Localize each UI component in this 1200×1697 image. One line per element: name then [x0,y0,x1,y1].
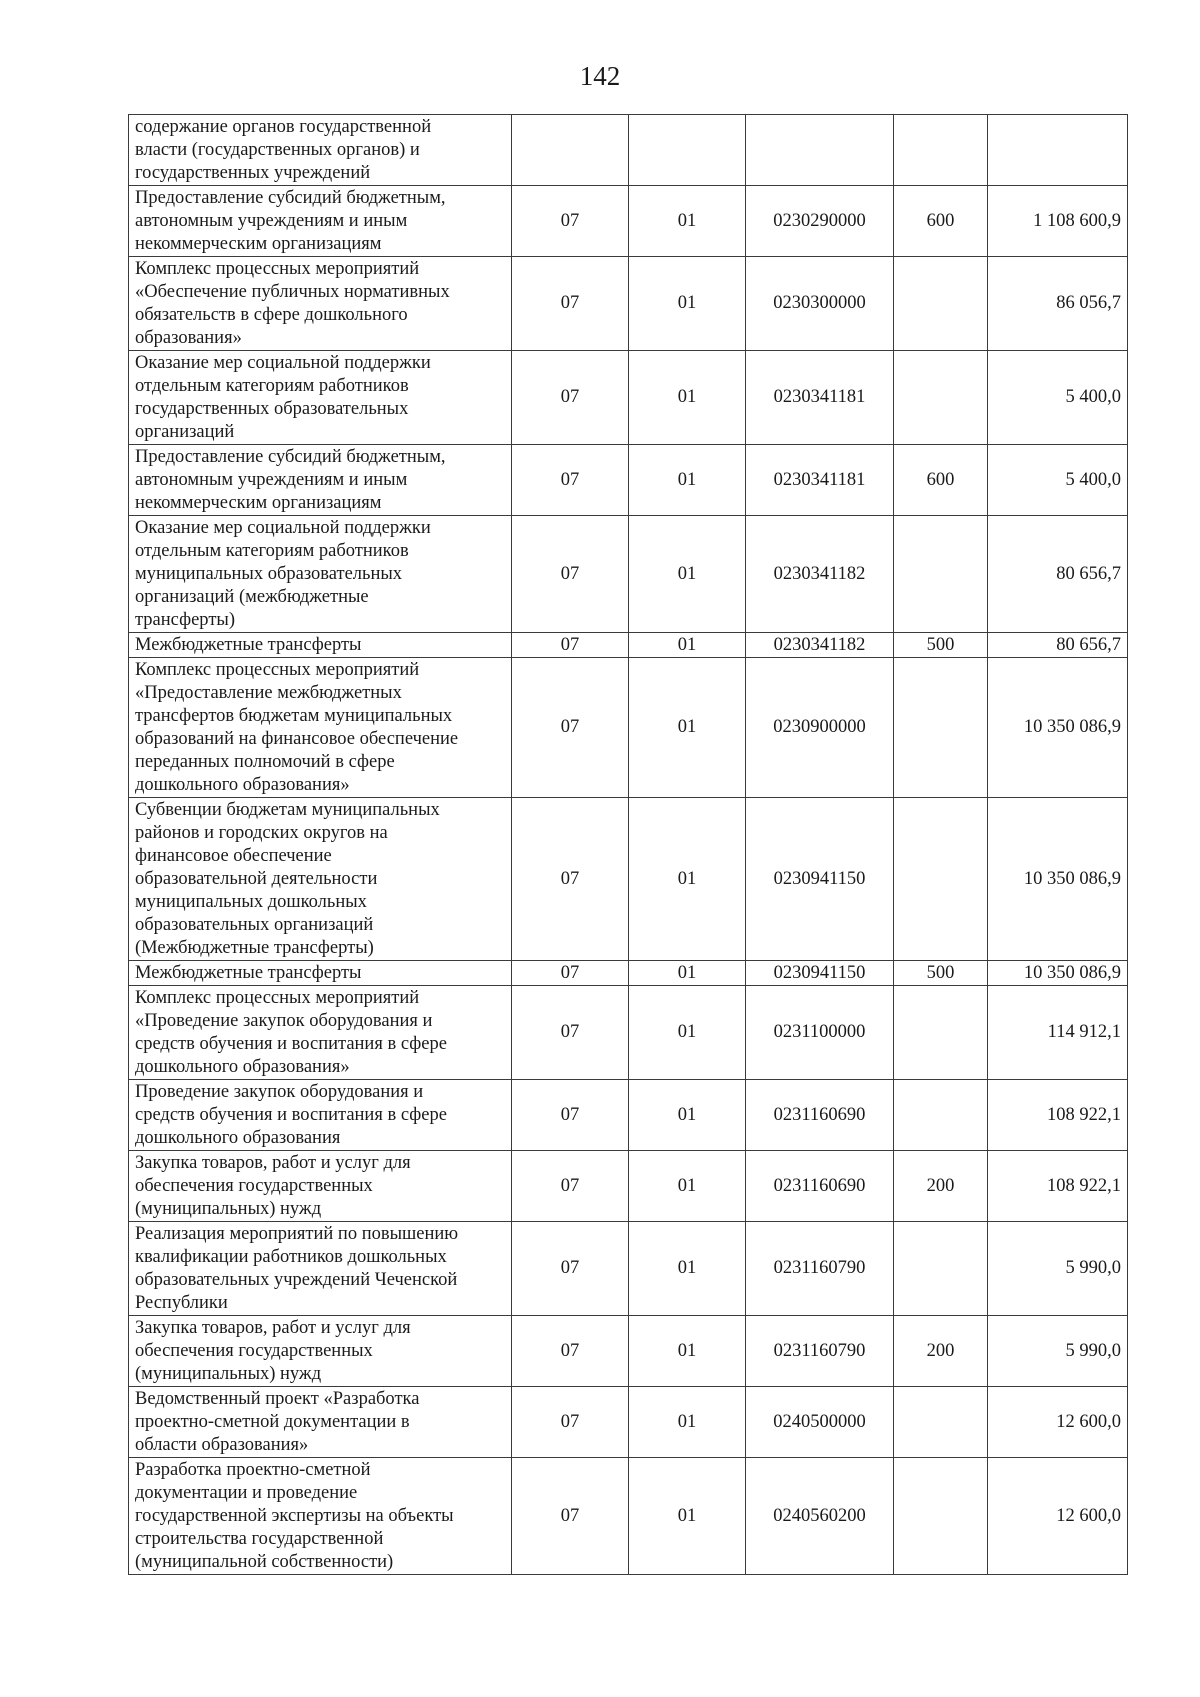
target-article-code-cell: 0230900000 [746,658,894,798]
item-name-cell [129,1387,512,1458]
item-name-line: Комплекс процессных мероприятий [135,659,420,680]
section-code-cell: 07 [512,961,629,986]
expense-type-code-cell [894,1222,988,1316]
section-code-cell: 07 [512,1316,629,1387]
amount-cell: 5 990,0 [988,1222,1128,1316]
table-row [129,1222,1128,1316]
item-name-line: Закупка товаров, работ и услуг для [135,1152,411,1173]
target-article-code-cell: 0230341182 [746,516,894,633]
item-name-line: Субвенции бюджетам муниципальных [135,799,440,820]
target-article-code-cell: 0230941150 [746,798,894,961]
table-row [129,115,1128,186]
item-name-line: районов и городских округов на [135,822,388,843]
target-article-code-cell: 0230290000 [746,186,894,257]
subsection-code-cell: 01 [629,633,746,658]
item-name-line: Оказание мер социальной поддержки [135,352,431,373]
section-code-cell: 07 [512,633,629,658]
section-code-cell: 07 [512,1222,629,1316]
item-name-line: Межбюджетные трансферты [135,634,362,655]
item-name-line: государственных учреждений [135,162,371,183]
item-name-line: некоммерческим организациям [135,233,382,254]
item-name-line: организаций (межбюджетные [135,586,369,607]
item-name-line: «Обеспечение публичных нормативных [135,281,450,302]
expense-type-code-cell: 600 [894,186,988,257]
item-name-line: переданных полномочий в сфере [135,751,395,772]
budget-table-body [129,115,1128,1575]
item-name-line: власти (государственных органов) и [135,139,420,160]
section-code-cell: 07 [512,516,629,633]
item-name-line: образовательной деятельности [135,868,378,889]
target-article-code-cell: 0231160790 [746,1316,894,1387]
item-name-line: Разработка проектно-сметной [135,1459,371,1480]
amount-cell: 5 400,0 [988,445,1128,516]
amount-cell: 80 656,7 [988,516,1128,633]
expense-type-code-cell [894,986,988,1080]
item-name-line: обеспечения государственных [135,1175,373,1196]
target-article-code-cell: 0230941150 [746,961,894,986]
section-code-cell: 07 [512,186,629,257]
table-row [129,1080,1128,1151]
table-row [129,1151,1128,1222]
item-name-cell [129,115,512,186]
item-name-line: Проведение закупок оборудования и [135,1081,424,1102]
item-name-cell [129,1080,512,1151]
item-name-line: дошкольного образования» [135,1056,350,1077]
item-name-cell [129,1316,512,1387]
item-name-cell [129,516,512,633]
item-name-cell [129,1222,512,1316]
target-article-code-cell [746,115,894,186]
target-article-code-cell: 0240560200 [746,1458,894,1575]
subsection-code-cell: 01 [629,1222,746,1316]
page-number: 142 [579,61,621,91]
section-code-cell: 07 [512,798,629,961]
expense-type-code-cell [894,798,988,961]
item-name-line: Комплекс процессных мероприятий [135,258,420,279]
item-name-line: образования» [135,327,242,348]
item-name-line: некоммерческим организациям [135,492,382,513]
item-name-line: дошкольного образования» [135,774,350,795]
subsection-code-cell: 01 [629,986,746,1080]
item-name-cell [129,961,512,986]
section-code-cell: 07 [512,1387,629,1458]
item-name-line: Предоставление субсидий бюджетным, [135,446,446,467]
expense-type-code-cell [894,257,988,351]
amount-cell: 86 056,7 [988,257,1128,351]
table-row [129,445,1128,516]
amount-cell: 114 912,1 [988,986,1128,1080]
item-name-line: государственных образовательных [135,398,409,419]
item-name-line: автономным учреждениям и иным [135,469,408,490]
item-name-cell [129,658,512,798]
subsection-code-cell [629,115,746,186]
table-row [129,1387,1128,1458]
item-name-line: обязательств в сфере дошкольного [135,304,408,325]
budget-table [128,114,1128,1575]
item-name-line: «Проведение закупок оборудования и [135,1010,433,1031]
item-name-line: «Предоставление межбюджетных [135,682,402,703]
subsection-code-cell: 01 [629,351,746,445]
item-name-line: организаций [135,421,235,442]
item-name-line: проектно-сметной документации в [135,1411,410,1432]
amount-cell: 5 400,0 [988,351,1128,445]
item-name-line: Предоставление субсидий бюджетным, [135,187,446,208]
item-name-line: муниципальных образовательных [135,563,403,584]
item-name-line: трансферты) [135,609,235,630]
target-article-code-cell: 0231160690 [746,1151,894,1222]
amount-cell: 108 922,1 [988,1080,1128,1151]
subsection-code-cell: 01 [629,1080,746,1151]
item-name-line: обеспечения государственных [135,1340,373,1361]
subsection-code-cell: 01 [629,257,746,351]
item-name-line: отдельным категориям работников [135,540,409,561]
subsection-code-cell: 01 [629,445,746,516]
item-name-line: Ведомственный проект «Разработка [135,1388,420,1409]
target-article-code-cell: 0240500000 [746,1387,894,1458]
item-name-line: Межбюджетные трансферты [135,962,362,983]
table-row [129,633,1128,658]
subsection-code-cell: 01 [629,1151,746,1222]
table-row [129,658,1128,798]
amount-cell: 10 350 086,9 [988,798,1128,961]
amount-cell: 10 350 086,9 [988,961,1128,986]
item-name-cell [129,186,512,257]
item-name-cell [129,445,512,516]
expense-type-code-cell [894,1458,988,1575]
target-article-code-cell: 0231100000 [746,986,894,1080]
expense-type-code-cell: 200 [894,1151,988,1222]
amount-cell: 108 922,1 [988,1151,1128,1222]
amount-cell: 12 600,0 [988,1458,1128,1575]
section-code-cell: 07 [512,1458,629,1575]
item-name-cell [129,1151,512,1222]
subsection-code-cell: 01 [629,1316,746,1387]
expense-type-code-cell [894,658,988,798]
section-code-cell [512,115,629,186]
amount-cell [988,115,1128,186]
table-row [129,986,1128,1080]
item-name-line: содержание органов государственной [135,116,432,137]
table-row [129,516,1128,633]
item-name-line: Закупка товаров, работ и услуг для [135,1317,411,1338]
table-row [129,798,1128,961]
target-article-code-cell: 0230341181 [746,351,894,445]
amount-cell: 80 656,7 [988,633,1128,658]
subsection-code-cell: 01 [629,798,746,961]
target-article-code-cell: 0230300000 [746,257,894,351]
expense-type-code-cell [894,516,988,633]
section-code-cell: 07 [512,445,629,516]
amount-cell: 10 350 086,9 [988,658,1128,798]
table-row [129,351,1128,445]
expense-type-code-cell [894,1387,988,1458]
item-name-line: Республики [135,1292,228,1313]
amount-cell: 12 600,0 [988,1387,1128,1458]
expense-type-code-cell: 600 [894,445,988,516]
table-row [129,257,1128,351]
item-name-line: области образования» [135,1434,309,1455]
item-name-cell [129,1458,512,1575]
item-name-line: (Межбюджетные трансферты) [135,937,374,958]
expense-type-code-cell: 500 [894,961,988,986]
item-name-line: средств обучения и воспитания в сфере [135,1104,447,1125]
section-code-cell: 07 [512,257,629,351]
expense-type-code-cell: 200 [894,1316,988,1387]
table-row [129,1316,1128,1387]
target-article-code-cell: 0230341182 [746,633,894,658]
target-article-code-cell: 0230341181 [746,445,894,516]
subsection-code-cell: 01 [629,186,746,257]
amount-cell: 1 108 600,9 [988,186,1128,257]
item-name-line: муниципальных дошкольных [135,891,367,912]
expense-type-code-cell [894,115,988,186]
item-name-line: финансовое обеспечение [135,845,332,866]
item-name-line: строительства государственной [135,1528,384,1549]
item-name-line: образований на финансовое обеспечение [135,728,459,749]
item-name-line: трансфертов бюджетам муниципальных [135,705,453,726]
expense-type-code-cell: 500 [894,633,988,658]
amount-cell: 5 990,0 [988,1316,1128,1387]
item-name-line: (муниципальной собственности) [135,1551,394,1572]
item-name-line: образовательных учреждений Чеченской [135,1269,458,1290]
section-code-cell: 07 [512,351,629,445]
subsection-code-cell: 01 [629,961,746,986]
item-name-cell [129,257,512,351]
item-name-line: квалификации работников дошкольных [135,1246,447,1267]
item-name-cell [129,633,512,658]
table-row [129,961,1128,986]
table-row [129,1458,1128,1575]
section-code-cell: 07 [512,1151,629,1222]
item-name-line: отдельным категориям работников [135,375,409,396]
subsection-code-cell: 01 [629,1387,746,1458]
item-name-line: Оказание мер социальной поддержки [135,517,431,538]
section-code-cell: 07 [512,986,629,1080]
section-code-cell: 07 [512,1080,629,1151]
table-row [129,186,1128,257]
item-name-line: (муниципальных) нужд [135,1363,322,1384]
item-name-line: Реализация мероприятий по повышению [135,1223,459,1244]
item-name-line: автономным учреждениям и иным [135,210,408,231]
subsection-code-cell: 01 [629,1458,746,1575]
item-name-cell [129,798,512,961]
subsection-code-cell: 01 [629,658,746,798]
item-name-line: дошкольного образования [135,1127,341,1148]
target-article-code-cell: 0231160690 [746,1080,894,1151]
expense-type-code-cell [894,351,988,445]
target-article-code-cell: 0231160790 [746,1222,894,1316]
item-name-line: (муниципальных) нужд [135,1198,322,1219]
subsection-code-cell: 01 [629,516,746,633]
item-name-cell [129,351,512,445]
item-name-line: образовательных организаций [135,914,374,935]
expense-type-code-cell [894,1080,988,1151]
item-name-cell [129,986,512,1080]
item-name-line: государственной экспертизы на объекты [135,1505,454,1526]
item-name-line: средств обучения и воспитания в сфере [135,1033,447,1054]
section-code-cell: 07 [512,658,629,798]
item-name-line: документации и проведение [135,1482,358,1503]
item-name-line: Комплекс процессных мероприятий [135,987,420,1008]
